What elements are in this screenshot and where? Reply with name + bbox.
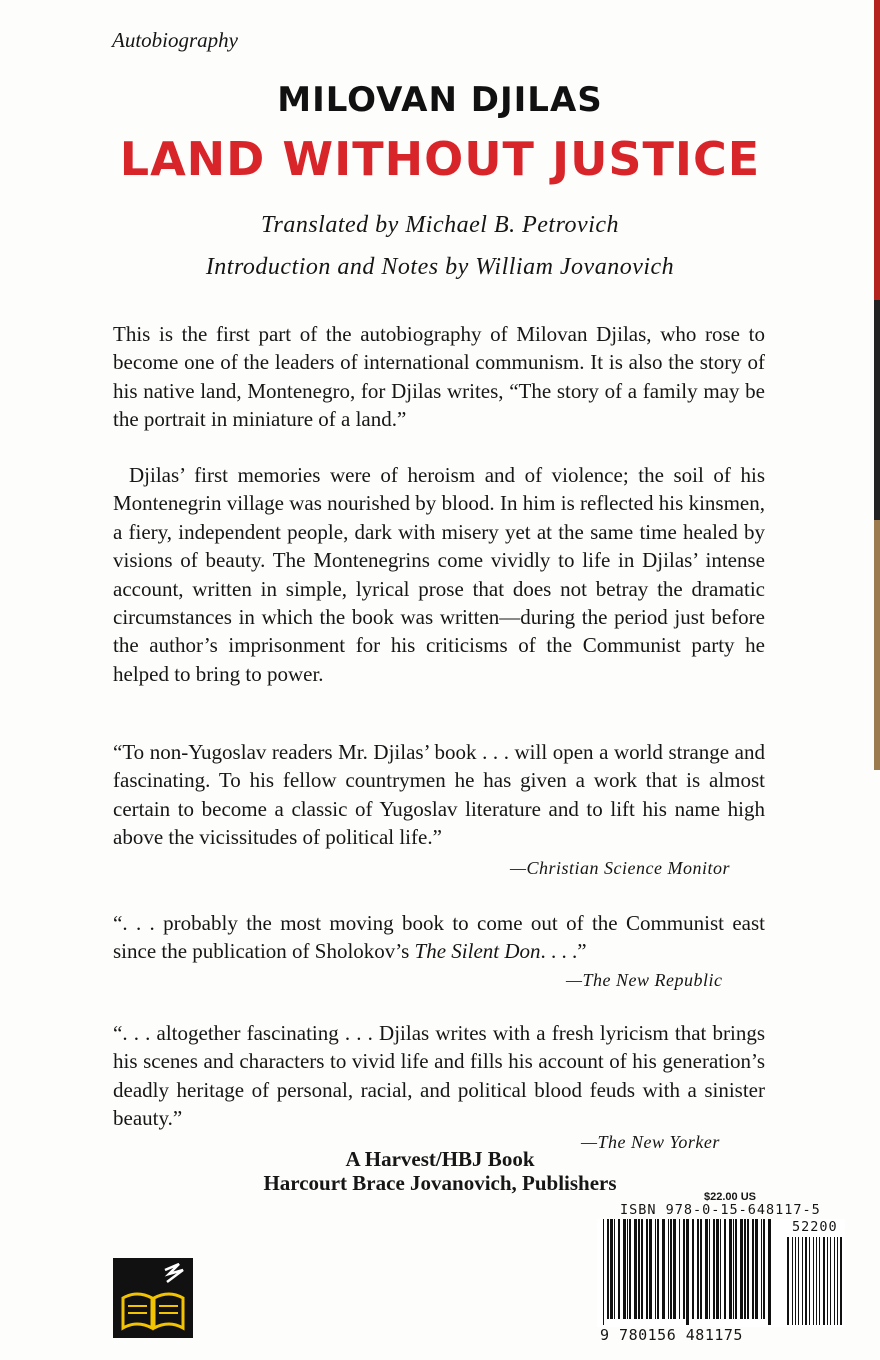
translator-credit: Translated by Michael B. Petrovich bbox=[260, 212, 620, 238]
review-quote-2-end: . . . .” bbox=[540, 939, 587, 964]
introduction-credit: Introduction and Notes by William Jovanovich bbox=[205, 254, 675, 280]
publisher-name: Harcourt Brace Jovanovich, Publishers bbox=[263, 1171, 617, 1195]
book-title: LAND WITHOUT JUSTICE bbox=[119, 132, 761, 186]
barcode-bar bbox=[657, 1219, 659, 1319]
barcode-bar bbox=[747, 1219, 749, 1319]
author-name: MILOVAN DJILAS bbox=[277, 80, 603, 120]
price-addon-digits: 52200 bbox=[792, 1219, 838, 1235]
barcode-bar bbox=[629, 1219, 631, 1319]
barcode-bar bbox=[686, 1219, 689, 1325]
barcode-addon-bar bbox=[837, 1237, 838, 1325]
barcode-bar bbox=[638, 1219, 640, 1319]
barcode-bar bbox=[768, 1219, 771, 1325]
review-source-1: —Christian Science Monitor bbox=[510, 858, 730, 878]
barcode-bar bbox=[705, 1219, 708, 1319]
barcode-addon-bar bbox=[809, 1237, 810, 1325]
harvest-book-logo bbox=[113, 1258, 193, 1338]
barcode-bar bbox=[610, 1219, 613, 1319]
barcode-addon-bar bbox=[823, 1237, 825, 1325]
barcode-bar bbox=[634, 1219, 637, 1319]
barcode-bar bbox=[752, 1219, 754, 1319]
barcode-bar bbox=[627, 1219, 628, 1319]
barcode-bar bbox=[761, 1219, 762, 1319]
publisher-imprint: A Harvest/HBJ Book bbox=[345, 1147, 535, 1171]
barcode-bar bbox=[692, 1219, 694, 1319]
barcode-bar bbox=[700, 1219, 702, 1319]
barcode-addon-bar bbox=[795, 1237, 796, 1325]
barcode-bar bbox=[713, 1219, 715, 1319]
barcode-bar bbox=[697, 1219, 699, 1319]
barcode-bar bbox=[603, 1219, 604, 1325]
barcode-bar bbox=[646, 1219, 648, 1319]
barcode-addon-bar bbox=[787, 1237, 789, 1325]
barcode-addon-bar bbox=[827, 1237, 828, 1325]
barcode-bar bbox=[668, 1219, 669, 1319]
barcode-bar bbox=[673, 1219, 676, 1319]
barcode-bar bbox=[763, 1219, 765, 1319]
spine-edge-black bbox=[874, 300, 880, 520]
barcode-bar bbox=[649, 1219, 652, 1319]
barcode-bar bbox=[655, 1219, 656, 1319]
isbn-label: ISBN 978-0-15-648117-5 bbox=[620, 1202, 821, 1218]
barcode-bar bbox=[618, 1219, 620, 1319]
spine-edge-tan bbox=[874, 520, 880, 770]
barcode-bar bbox=[724, 1219, 726, 1319]
barcode-bar bbox=[720, 1219, 721, 1319]
barcode-addon-bar bbox=[816, 1237, 817, 1325]
review-quote-1: “To non-Yugoslav readers Mr. Djilas’ book . . . will open a world strange and fascinating. To his fellow countrymen he has given a work that is almost certain to become a classic of Yugoslav literature and to lift his name high above the vicissitudes of political life.” bbox=[113, 740, 765, 850]
barcode-bars bbox=[597, 1219, 845, 1327]
barcode-bar bbox=[744, 1219, 746, 1319]
barcode-bar bbox=[679, 1219, 680, 1319]
barcode-addon-bar bbox=[813, 1237, 814, 1325]
review-quote-2 bbox=[113, 909, 765, 966]
review-source-3: —The New Yorker bbox=[581, 1132, 720, 1152]
review-quote-3: “. . . altogether fascinating . . . Djilas writes with a fresh lyricism that brings his scenes and characters to vivid life and fills his account of his generation’s deadly heritage of personal, racial, and political blood feuds with a sinister beauty.” bbox=[113, 1021, 765, 1131]
barcode-addon-bar bbox=[798, 1237, 799, 1325]
barcode-bar bbox=[683, 1219, 685, 1319]
barcode-addon-bar bbox=[802, 1237, 803, 1325]
barcode-bar bbox=[607, 1219, 609, 1319]
barcode bbox=[597, 1219, 845, 1327]
price-label: $22.00 US bbox=[704, 1191, 756, 1203]
barcode-bar bbox=[755, 1219, 758, 1319]
barcode-addon-bar bbox=[830, 1237, 831, 1325]
barcode-bar bbox=[740, 1219, 743, 1319]
barcode-bar bbox=[735, 1219, 737, 1319]
description-paragraph-1: This is the first part of the autobiography of Milovan Djilas, who rose to become one of the leaders of international communism. It is also the story of his native land, Montenegro, for Djilas writes, “The story of a family may be the portrait in miniature of a land.” bbox=[113, 322, 765, 432]
barcode-addon-bar bbox=[834, 1237, 835, 1325]
review-source-2: —The New Republic bbox=[566, 970, 723, 990]
barcode-addon-bar bbox=[840, 1237, 842, 1325]
barcode-bar bbox=[662, 1219, 665, 1319]
barcode-bar bbox=[614, 1219, 615, 1319]
barcode-bar bbox=[641, 1219, 643, 1319]
barcode-addon-bar bbox=[792, 1237, 793, 1325]
barcode-addon-bar bbox=[805, 1237, 807, 1325]
ean-digits: 9 780156 481175 bbox=[600, 1326, 743, 1344]
barcode-bar bbox=[709, 1219, 710, 1319]
barcode-bar bbox=[716, 1219, 719, 1319]
barcode-bar bbox=[733, 1219, 734, 1319]
barcode-addon-bar bbox=[819, 1237, 820, 1325]
genre-label: Autobiography bbox=[112, 28, 238, 52]
barcode-bar bbox=[729, 1219, 732, 1319]
open-book-icon bbox=[113, 1258, 193, 1338]
review-quote-2-title: The Silent Don bbox=[414, 939, 541, 964]
description-paragraph-2: Djilas’ first memories were of heroism and of violence; the soil of his Montenegrin village was nourished by blood. In him is reflected his kinsmen, a fiery, independent people, dark with misery yet at the same time healed by visions of beauty. The Montenegrins come vividly to life in Djilas’ intense account, written in simple, lyrical prose that does not betray the dramatic circumstances in which the book was written—during the period just before the author’s imprisonment for his criticisms of the Communist party he helped to bring to power. bbox=[113, 463, 765, 686]
barcode-bar bbox=[670, 1219, 672, 1319]
review-quote-2-start: “. . . probably the most moving book to come out of the Communist east since the publication of Sholokov’s bbox=[113, 911, 765, 964]
barcode-bar bbox=[623, 1219, 626, 1319]
